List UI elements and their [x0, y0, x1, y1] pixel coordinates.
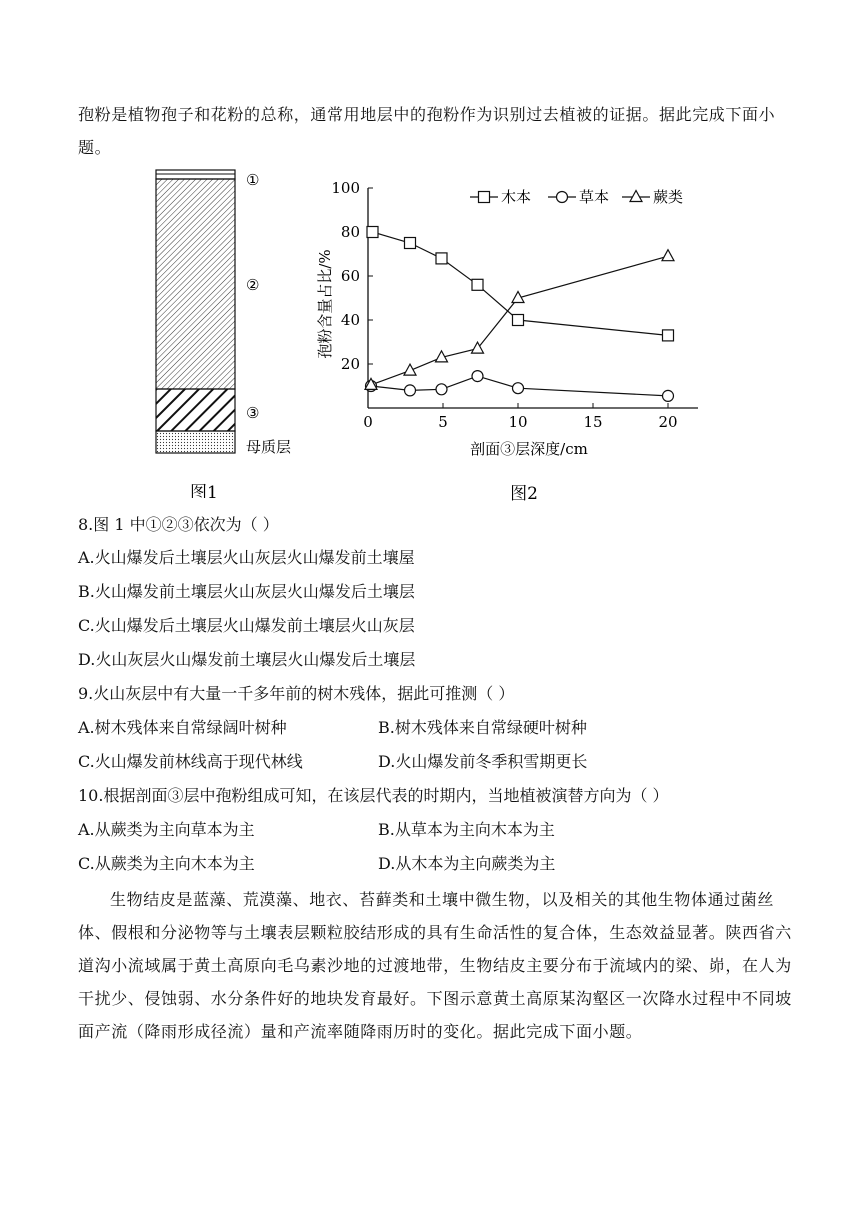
data-point-square	[663, 330, 674, 341]
legend-marker-square	[479, 192, 490, 203]
intro-text: 孢粉是植物孢子和花粉的总称，通常用地层中的孢粉作为识别过去植被的证据。据此完成下面小题。	[78, 105, 776, 157]
legend-label: 蕨类	[653, 188, 684, 206]
legend-marker-triangle	[630, 191, 642, 202]
y-tick-label: 100	[331, 179, 360, 197]
data-point-circle	[405, 385, 416, 396]
data-point-circle	[663, 390, 674, 401]
layer-2	[156, 179, 235, 389]
data-point-circle	[513, 383, 524, 394]
question-10-stem: 10.根据剖面③层中孢粉组成可知，在该层代表的时期内，当地植被演替方向为（ ）	[78, 786, 669, 805]
question-10-option-a: A.从蕨类为主向草本为主	[78, 820, 255, 839]
x-tick-label: 15	[583, 413, 603, 431]
x-axis-label: 剖面③层深度/cm	[470, 440, 588, 458]
y-tick-label: 60	[340, 267, 360, 285]
question-10-option-b: B.从草本为主向木本为主	[378, 820, 555, 839]
question-9-option-b: B.树木残体来自常绿硬叶树种	[378, 718, 587, 737]
question-10-option-c: C.从蕨类为主向木本为主	[78, 854, 255, 873]
label-layer-2: ②	[246, 276, 260, 294]
question-8-option-d: D.火山灰层火山爆发前土壤层火山爆发后土壤层	[78, 650, 416, 669]
question-9-stem: 9.火山灰层中有大量一千多年前的树木残体，据此可推测（ ）	[78, 684, 515, 703]
figure-2-caption: 图2	[510, 484, 538, 504]
y-tick-label: 40	[340, 311, 360, 329]
figure-2	[300, 172, 720, 504]
y-tick-label: 80	[340, 223, 360, 241]
data-point-circle	[472, 371, 483, 382]
parent-material-layer	[156, 431, 235, 453]
data-point-square	[367, 227, 378, 238]
question-9-option-a: A.树木残体来自常绿阔叶树种	[78, 718, 287, 737]
question-8-option-a: A.火山爆发后土壤层火山灰层火山爆发前土壤屋	[78, 548, 415, 567]
x-tick-label: 0	[363, 413, 373, 431]
y-tick-label: 20	[340, 355, 360, 373]
data-point-triangle	[404, 364, 416, 375]
spore-pollen-chart	[300, 172, 720, 504]
question-9-option-c: C.火山爆发前林线高于现代林线	[78, 752, 303, 771]
passage-biocrust: 生物结皮是蓝藻、荒漠藻、地衣、苔藓类和土壤中微生物，以及相关的其他生物体通过菌丝体、假根和分泌物等与土壤表层颗粒胶结形成的具有生命活性的复合体，生态效益显著。陕西省六道沟小流域属于黄土高原向毛乌素沙地的过渡地带，生物结皮主要分布于流域内的梁、峁，在人为干扰少、侵蚀弱、水分条件好的地块发育最好。下图示意黄土高原某沟壑区一次降水过程中不同坡面产流（降雨形成径流）量和产流率随降雨历时的变化。据此完成下面小题。	[78, 890, 792, 1041]
data-point-circle	[436, 384, 447, 395]
label-layer-1: ①	[246, 171, 260, 189]
label-layer-3: ③	[246, 404, 260, 422]
legend-marker-circle	[557, 192, 568, 203]
data-point-triangle	[662, 250, 674, 261]
data-point-square	[405, 238, 416, 249]
question-8-option-c: C.火山爆发后土壤层火山爆发前土壤层火山灰层	[78, 616, 415, 635]
y-axis-label: 孢粉含量占比/%	[316, 249, 334, 359]
data-point-square	[436, 253, 447, 264]
question-10-option-d: D.从木本为主向蕨类为主	[378, 854, 556, 873]
layer-3	[156, 389, 235, 431]
x-tick-label: 10	[508, 413, 528, 431]
figure-1-caption: 图1	[190, 483, 218, 498]
legend-label: 木本	[501, 188, 532, 206]
question-8-stem: 8.图 1 中①②③依次为（ ）	[78, 515, 279, 534]
x-tick-label: 5	[438, 413, 448, 431]
legend-label: 草本	[579, 188, 610, 206]
data-point-square	[472, 279, 483, 290]
question-9-option-d: D.火山爆发前冬季积雪期更长	[378, 752, 588, 771]
x-tick-label: 20	[658, 413, 678, 431]
label-parent-material: 母质层	[246, 438, 292, 456]
data-point-square	[513, 315, 524, 326]
question-8-option-b: B.火山爆发前土壤层火山灰层火山爆发后土壤层	[78, 582, 415, 601]
